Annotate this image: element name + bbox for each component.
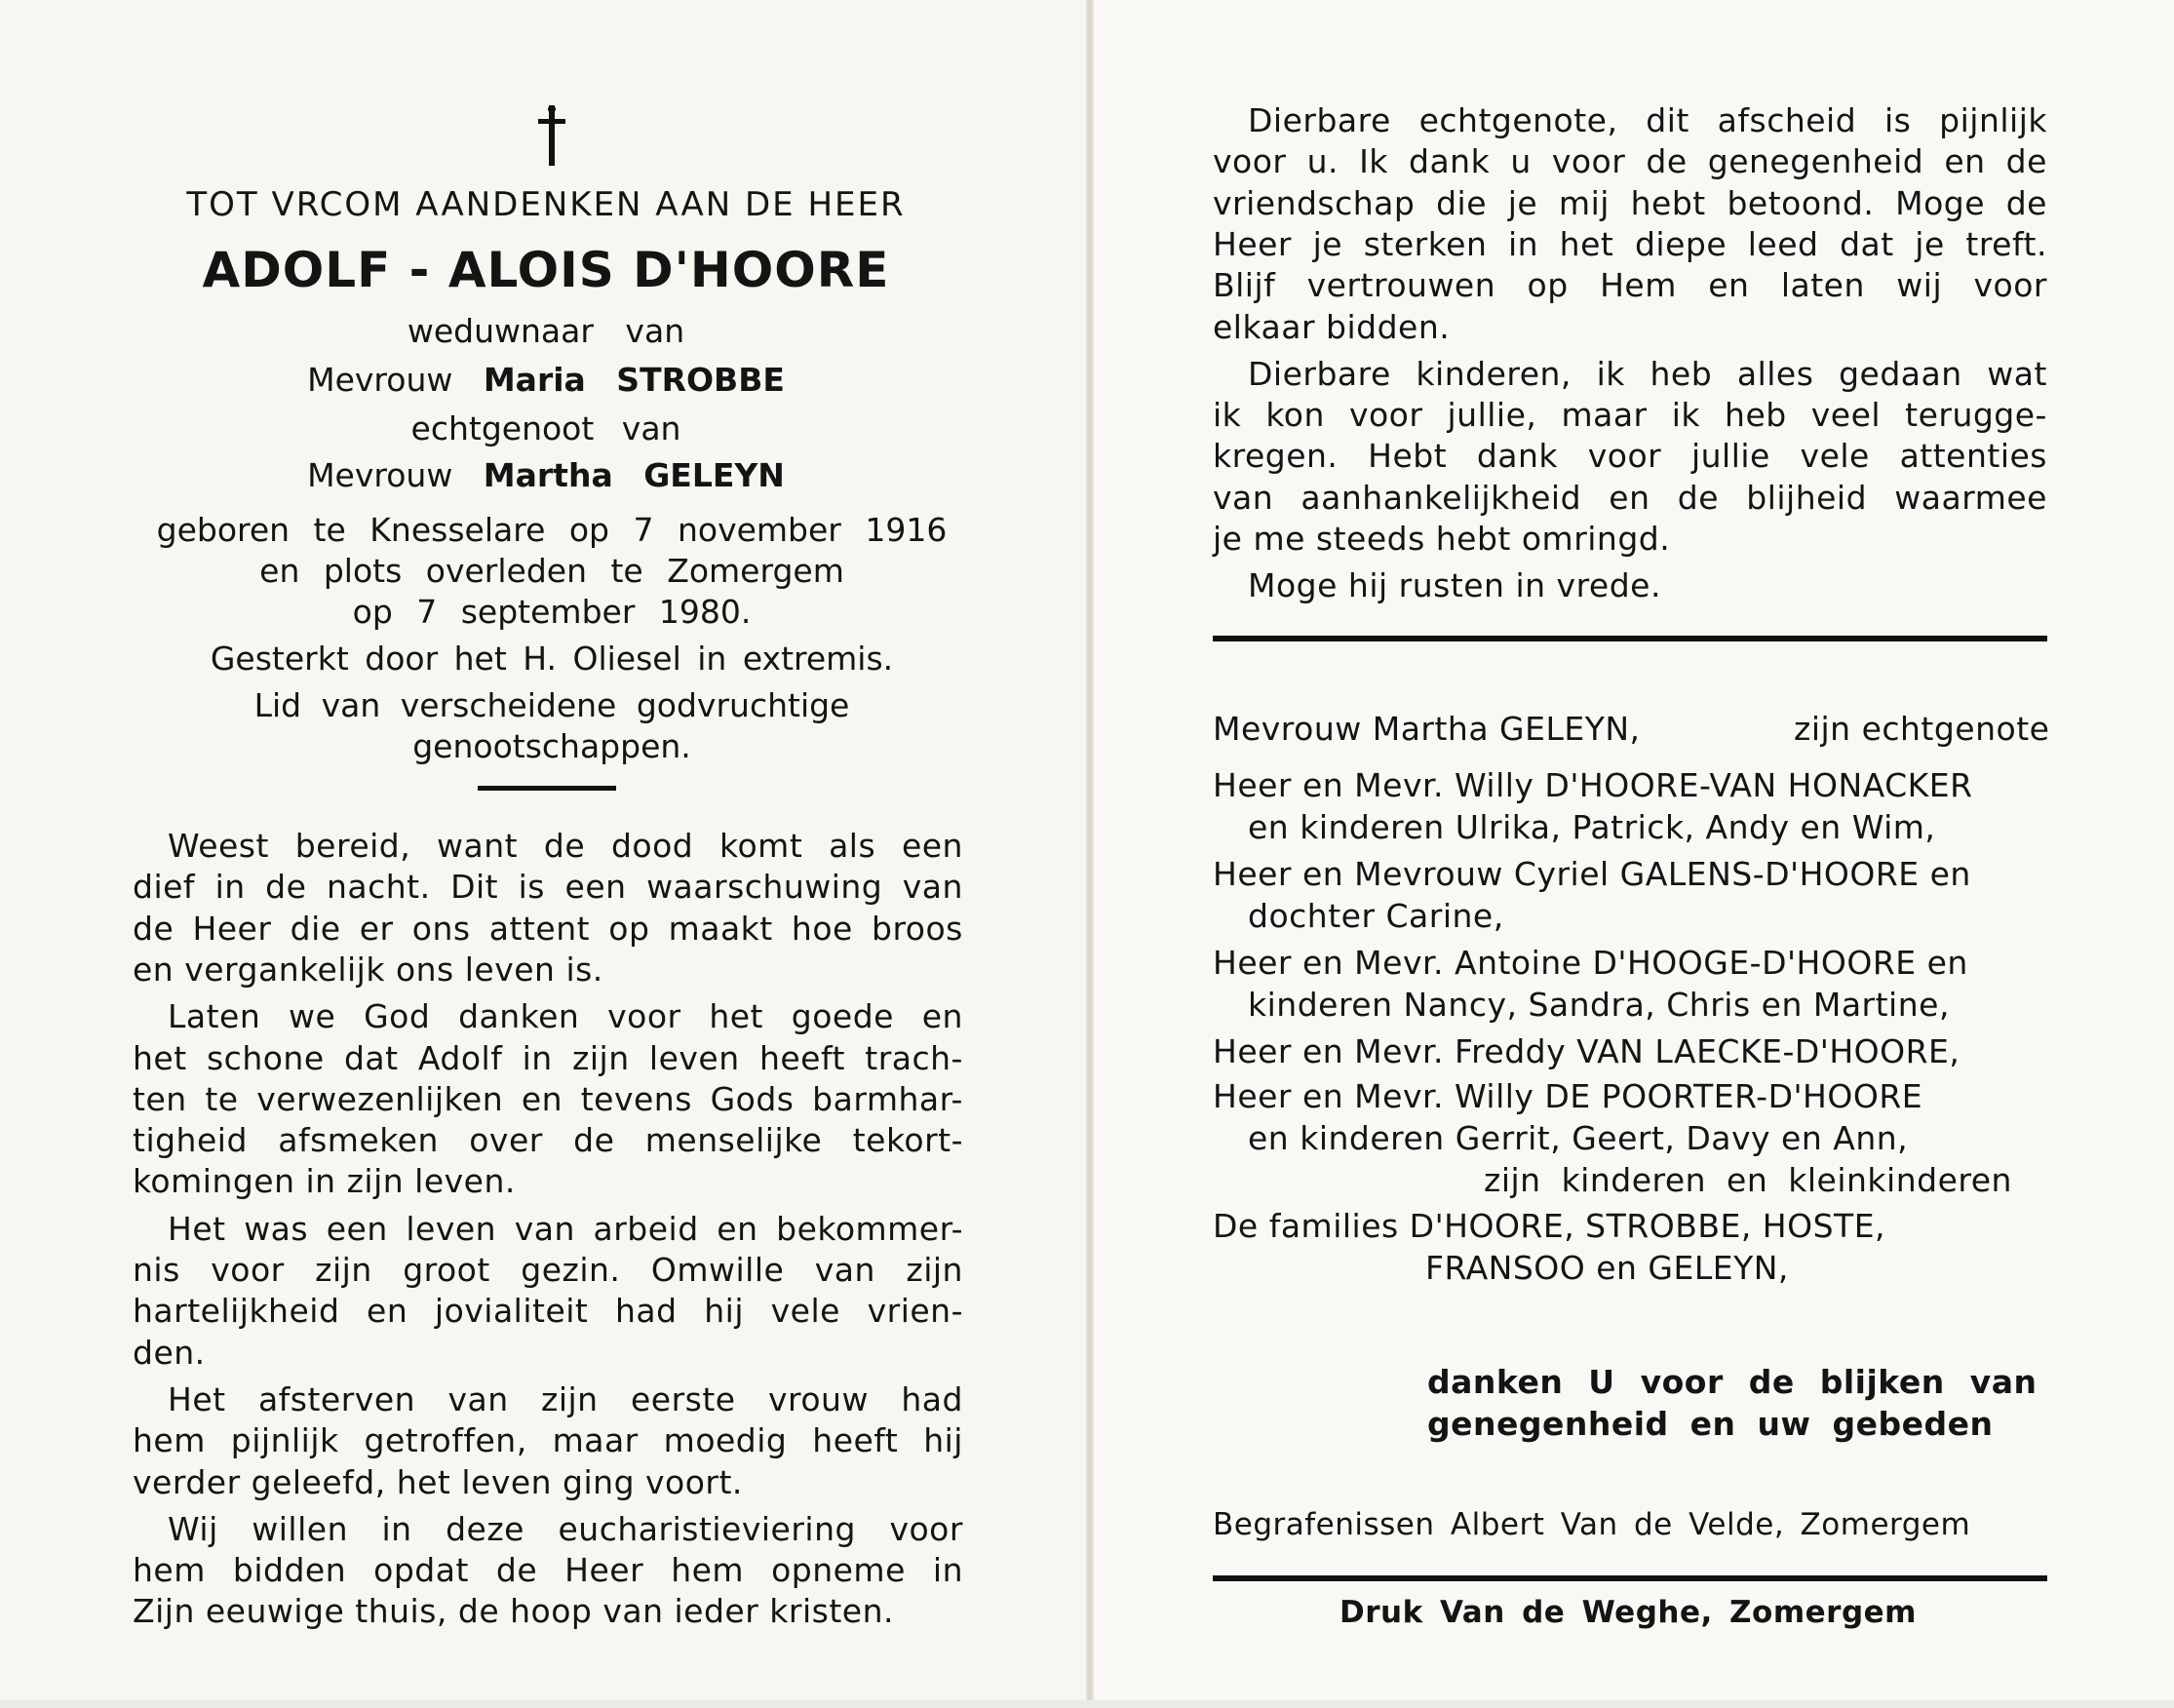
family-line-2: Heer en Mevrouw Cyriel GALENS-D'HOORE en	[1213, 855, 1971, 893]
paragraph-line: het schone dat Adolf in zijn leven heeft trach-	[133, 1038, 963, 1077]
paragraph-line: en vergankelijk ons leven is.	[133, 950, 603, 989]
paragraph-line: tigheid afsmeken over de menselijke tekort-	[133, 1121, 963, 1160]
second-wife-line	[156, 456, 936, 494]
paragraph-line: Moge hij rusten in vrede.	[1248, 566, 1661, 605]
paragraph-line: kregen. Hebt dank voor jullie vele attenties	[1213, 437, 2047, 476]
family-line-3: Heer en Mevr. Antoine D'HOOGE-D'HOORE en	[1213, 944, 1968, 982]
paragraph-line: Wij willen in deze eucharistieviering voor	[168, 1509, 963, 1548]
paragraph-line: de Heer die er ons attent op maakt hoe broos	[133, 909, 963, 948]
header-text: TOT VRCOM AANDENKEN AAN DE HEER	[186, 185, 906, 224]
second-wife-firstname: Martha	[483, 456, 613, 494]
widower-line: weduwnaar van	[407, 312, 685, 350]
family-line-5: Heer en Mevr. Willy DE POORTER-D'HOORE	[1213, 1077, 1923, 1115]
families-line: De families D'HOORE, STROBBE, HOSTE,	[1213, 1207, 1886, 1245]
undertaker: Begrafenissen Albert Van de Velde, Zomergem	[1213, 1507, 1971, 1542]
widow-name: Mevrouw Martha GELEYN,	[1213, 710, 1641, 748]
deceased-name: ADOLF - ALOIS D'HOORE	[202, 242, 890, 298]
paragraph-line: Heer je sterken in het diepe leed dat je treft.	[1213, 224, 2047, 263]
sacrament-line: Gesterkt door het H. Oliesel in extremis.	[210, 640, 894, 678]
card-fold	[1086, 0, 1094, 1708]
member-line-2: genootschappen.	[412, 727, 691, 765]
paragraph-line: den.	[133, 1333, 206, 1372]
paragraph-line: dief in de nacht. Dit is een waarschuwing van	[133, 868, 963, 907]
paragraph-line: hem pijnlijk getroffen, maar moedig heeft hij	[133, 1421, 963, 1460]
paragraph-line: voor u. Ik dank u voor de genegenheid en de	[1213, 142, 2047, 181]
family-line-1: Heer en Mevr. Willy D'HOORE-VAN HONACKER	[1213, 766, 1973, 804]
member-line: Lid van verscheidene godvruchtige	[253, 686, 850, 724]
family-line-1b: en kinderen Ulrika, Patrick, Andy en Wim,	[1248, 808, 1936, 846]
paragraph-line: elkaar bidden.	[1213, 307, 1451, 346]
divider-lower	[1213, 1575, 2047, 1581]
paragraph-line: Weest bereid, want de dood komt als een	[168, 827, 963, 865]
title-mevrouw: Mevrouw	[307, 361, 453, 399]
spouse-line: echtgenoot van	[410, 409, 681, 447]
card-bottom-edge	[0, 1700, 2174, 1708]
families-line-2: FRANSOO en GELEYN,	[1425, 1249, 1789, 1287]
widow-role: zijn echtgenote	[1794, 710, 2050, 748]
divider-upper	[1213, 636, 2047, 641]
thanks-line-1: danken U voor de blijken van	[1427, 1363, 2038, 1401]
paragraph-line: Het afsterven van zijn eerste vrouw had	[168, 1379, 963, 1418]
cross-icon	[534, 105, 569, 166]
paragraph-line: Het was een leven van arbeid en bekommer-	[168, 1209, 963, 1248]
paragraph-line: hartelijkheid en jovialiteit had hij vele vrien-	[133, 1292, 963, 1331]
second-wife-surname: GELEYN	[643, 456, 785, 494]
printer: Druk Van de Weghe, Zomergem	[1339, 1595, 1917, 1630]
title-mevrouw-2: Mevrouw	[307, 456, 453, 494]
family-line-3b: kinderen Nancy, Sandra, Chris en Martine,	[1248, 986, 1950, 1024]
paragraph-line: komingen in zijn leven.	[133, 1162, 516, 1201]
paragraph-line: Blijf vertrouwen op Hem en laten wij voor	[1213, 266, 2047, 305]
paragraph-line: ten te verwezenlijken en tevens Gods barmhar-	[133, 1079, 963, 1118]
paragraph-line: van aanhankelijkheid en de blijheid waarmee	[1213, 478, 2047, 517]
first-wife-line	[156, 361, 936, 399]
paragraph-line: Dierbare echtgenote, dit afscheid is pijnlijk	[1248, 101, 2047, 139]
paragraph-line: Dierbare kinderen, ik heb alles gedaan wat	[1248, 354, 2047, 393]
children-role: zijn kinderen en kleinkinderen	[1484, 1161, 2012, 1199]
first-wife-surname: STROBBE	[616, 361, 785, 399]
birth-line: geboren te Knesselare op 7 november 1916	[156, 511, 948, 549]
paragraph-line: hem bidden opdat de Heer hem opneme in	[133, 1551, 963, 1590]
paragraph-line: je me steeds hebt omringd.	[1213, 520, 1671, 558]
family-line-4: Heer en Mevr. Freddy VAN LAECKE-D'HOORE,	[1213, 1032, 1960, 1070]
family-line-5b: en kinderen Gerrit, Geert, Davy en Ann,	[1248, 1119, 1909, 1157]
paragraph-line: vriendschap die je mij hebt betoond. Moge de	[1213, 183, 2047, 222]
paragraph-line: Laten we God danken voor het goede en	[168, 997, 963, 1036]
first-wife-firstname: Maria	[483, 361, 586, 399]
thanks-line-2: genegenheid en uw gebeden	[1427, 1405, 1994, 1443]
short-divider	[478, 786, 616, 791]
death-date-line: op 7 september 1980.	[352, 593, 752, 631]
paragraph-line: Zijn eeuwige thuis, de hoop van ieder kristen.	[133, 1592, 894, 1631]
family-line-2b: dochter Carine,	[1248, 897, 1504, 935]
death-line: en plots overleden te Zomergem	[259, 552, 844, 590]
paragraph-line: nis voor zijn groot gezin. Omwille van zijn	[133, 1251, 963, 1289]
paragraph-line: verder geleefd, het leven ging voort.	[133, 1462, 743, 1501]
paragraph-line: ik kon voor jullie, maar ik heb veel terugge-	[1213, 396, 2047, 435]
